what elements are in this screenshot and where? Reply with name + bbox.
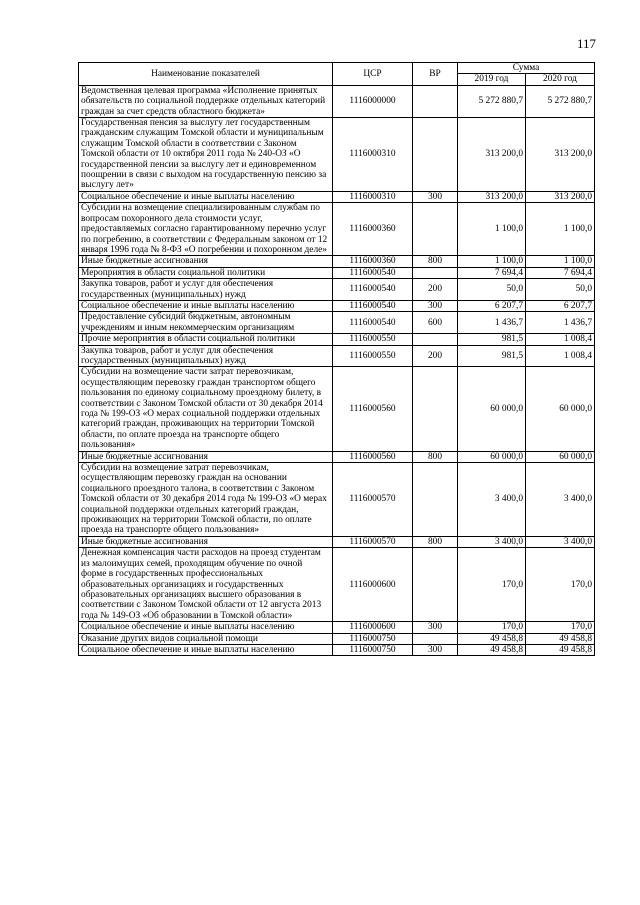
table-row — [79, 345, 595, 367]
row-csr: 1116000360 — [333, 256, 413, 267]
row-vr: 200 — [413, 345, 458, 367]
row-value-2019: 49 458,8 — [458, 644, 526, 655]
row-name: Социальное обеспечение и иные выплаты населению — [79, 644, 333, 655]
row-csr: 1116000750 — [333, 644, 413, 655]
row-value-2020: 170,0 — [526, 622, 595, 633]
row-name: Закупка товаров, работ и услуг для обеспечения государственных (муниципальных) нужд — [79, 279, 333, 301]
row-csr: 1116000600 — [333, 548, 413, 622]
header-year-2019: 2019 год — [458, 74, 526, 85]
row-vr: 600 — [413, 312, 458, 334]
row-name: Предоставление субсидий бюджетным, автономным учреждениям и иным некоммерческим организациям — [79, 312, 333, 334]
row-value-2020: 1 008,4 — [526, 345, 595, 367]
row-csr: 1116000310 — [333, 191, 413, 202]
row-vr — [413, 267, 458, 278]
row-value-2019: 313 200,0 — [458, 118, 526, 192]
row-value-2019: 7 694,4 — [458, 267, 526, 278]
row-vr — [413, 548, 458, 622]
row-vr: 300 — [413, 300, 458, 311]
table-row — [79, 85, 595, 117]
row-value-2020: 5 272 880,7 — [526, 85, 595, 117]
row-csr: 1116000540 — [333, 312, 413, 334]
row-csr: 1116000570 — [333, 536, 413, 547]
row-value-2020: 49 458,8 — [526, 633, 595, 644]
row-value-2019: 170,0 — [458, 548, 526, 622]
row-value-2019: 313 200,0 — [458, 191, 526, 202]
row-vr: 200 — [413, 279, 458, 301]
row-vr — [413, 633, 458, 644]
table-row — [79, 256, 595, 267]
row-vr — [413, 367, 458, 451]
row-csr: 1116000560 — [333, 367, 413, 451]
row-name: Субсидии на возмещение части затрат перевозчикам, осуществляющим перевозку граждан транспортом общего пользования по единому социальному проездному билету, в соответствии с Законом Томской области от 30 декабря 2014 года № 199-ОЗ «О мерах социальной поддержки отдельных категорий граждан, проживающих на территории Томской области, по оплате проезда на транспорте общего пользования» — [79, 367, 333, 451]
row-value-2019: 981,5 — [458, 334, 526, 345]
table-row — [79, 203, 595, 256]
row-name: Мероприятия в области социальной политики — [79, 267, 333, 278]
row-csr: 1116000550 — [333, 345, 413, 367]
row-csr: 1116000540 — [333, 300, 413, 311]
row-name: Ведомственная целевая программа «Исполнение принятых обязательств по социальной поддержке отдельных категорий граждан за счет средств областного бюджета» — [79, 85, 333, 117]
table-row — [79, 267, 595, 278]
row-csr: 1116000750 — [333, 633, 413, 644]
row-value-2019: 3 400,0 — [458, 463, 526, 537]
table-row — [79, 118, 595, 192]
table-row — [79, 312, 595, 334]
row-value-2020: 60 000,0 — [526, 451, 595, 462]
row-value-2019: 1 100,0 — [458, 256, 526, 267]
table-row — [79, 334, 595, 345]
row-name: Оказание других видов социальной помощи — [79, 633, 333, 644]
row-value-2020: 3 400,0 — [526, 463, 595, 537]
row-value-2019: 3 400,0 — [458, 536, 526, 547]
row-value-2019: 60 000,0 — [458, 451, 526, 462]
table-row — [79, 367, 595, 451]
row-vr: 800 — [413, 451, 458, 462]
row-name: Закупка товаров, работ и услуг для обеспечения государственных (муниципальных) нужд — [79, 345, 333, 367]
row-name: Социальное обеспечение и иные выплаты населению — [79, 300, 333, 311]
row-value-2019: 981,5 — [458, 345, 526, 367]
page-number: 117 — [576, 36, 596, 51]
row-vr: 800 — [413, 536, 458, 547]
table-header — [79, 63, 595, 86]
row-csr: 1116000570 — [333, 463, 413, 537]
row-value-2020: 50,0 — [526, 279, 595, 301]
row-value-2019: 49 458,8 — [458, 633, 526, 644]
row-vr — [413, 85, 458, 117]
table-row — [79, 300, 595, 311]
table-row — [79, 548, 595, 622]
row-vr — [413, 118, 458, 192]
row-value-2020: 6 207,7 — [526, 300, 595, 311]
row-vr: 300 — [413, 622, 458, 633]
header-sum: Сумма — [458, 63, 595, 74]
table-row — [79, 463, 595, 537]
row-name: Социальное обеспечение и иные выплаты населению — [79, 622, 333, 633]
row-value-2020: 1 100,0 — [526, 203, 595, 256]
table-row — [79, 191, 595, 202]
row-csr: 1116000560 — [333, 451, 413, 462]
row-value-2020: 170,0 — [526, 548, 595, 622]
row-vr: 800 — [413, 256, 458, 267]
row-name: Прочие мероприятия в области социальной политики — [79, 334, 333, 345]
row-value-2020: 313 200,0 — [526, 191, 595, 202]
row-value-2019: 50,0 — [458, 279, 526, 301]
row-csr: 1116000550 — [333, 334, 413, 345]
row-value-2020: 1 436,7 — [526, 312, 595, 334]
row-value-2020: 3 400,0 — [526, 536, 595, 547]
row-name: Социальное обеспечение и иные выплаты населению — [79, 191, 333, 202]
table-row — [79, 536, 595, 547]
row-vr — [413, 463, 458, 537]
row-value-2020: 49 458,8 — [526, 644, 595, 655]
row-value-2019: 1 100,0 — [458, 203, 526, 256]
row-name: Иные бюджетные ассигнования — [79, 536, 333, 547]
row-vr: 300 — [413, 191, 458, 202]
row-value-2019: 1 436,7 — [458, 312, 526, 334]
row-csr: 1116000310 — [333, 118, 413, 192]
header-year-2020: 2020 год — [526, 74, 595, 85]
row-csr: 1116000600 — [333, 622, 413, 633]
row-vr — [413, 203, 458, 256]
row-value-2020: 7 694,4 — [526, 267, 595, 278]
row-csr: 1116000360 — [333, 203, 413, 256]
row-value-2019: 170,0 — [458, 622, 526, 633]
header-vr: ВР — [413, 63, 458, 86]
header-name: Наименование показателей — [79, 63, 333, 86]
table-row — [79, 622, 595, 633]
row-value-2020: 313 200,0 — [526, 118, 595, 192]
row-csr: 1116000000 — [333, 85, 413, 117]
row-name: Государственная пенсия за выслугу лет государственным гражданским служащим Томской области и муниципальным служащим Томской области в соответствии с Законом Томской области от 10 октября 2011 года № 240-ОЗ «О государственной пенсии за выслугу лет и единовременном поощрении в связи с выходом на государственную пенсию за выслугу лет» — [79, 118, 333, 192]
row-name: Субсидии на возмещение специализированным службам по вопросам похоронного дела стоимости услуг, предоставляемых согласно гарантированному перечню услуг по погребению, в соответствии с Федеральным законом от 12 января 1996 года № 8-ФЗ «О погребении и похоронном деле» — [79, 203, 333, 256]
header-csr: ЦСР — [333, 63, 413, 86]
row-name: Иные бюджетные ассигнования — [79, 256, 333, 267]
row-value-2020: 1 008,4 — [526, 334, 595, 345]
row-value-2019: 5 272 880,7 — [458, 85, 526, 117]
row-value-2020: 60 000,0 — [526, 367, 595, 451]
row-vr — [413, 334, 458, 345]
table-row — [79, 279, 595, 301]
row-csr: 1116000540 — [333, 267, 413, 278]
row-name: Иные бюджетные ассигнования — [79, 451, 333, 462]
table-body — [79, 85, 595, 656]
table-row — [79, 644, 595, 655]
budget-table — [78, 62, 595, 656]
table-row — [79, 633, 595, 644]
table-row — [79, 451, 595, 462]
row-value-2019: 6 207,7 — [458, 300, 526, 311]
row-value-2020: 1 100,0 — [526, 256, 595, 267]
row-value-2019: 60 000,0 — [458, 367, 526, 451]
row-name: Субсидии на возмещение затрат перевозчикам, осуществляющим перевозку граждан на основании социального проездного талона, в соответствии с Законом Томской области от 30 декабря 2014 года № 199-ОЗ «О мерах социальной поддержки отдельных категорий граждан, проживающих на территории Томской области, по оплате проезда на транспорте общего пользования» — [79, 463, 333, 537]
row-name: Денежная компенсация части расходов на проезд студентам из малоимущих семей, проходящим обучение по очной форме в государственных профессиональных образовательных организациях и государственных образовательных организациях высшего образования в соответствии с Законом Томской области от 12 августа 2013 года № 149-ОЗ «Об образовании в Томской области» — [79, 548, 333, 622]
row-vr: 300 — [413, 644, 458, 655]
row-csr: 1116000540 — [333, 279, 413, 301]
